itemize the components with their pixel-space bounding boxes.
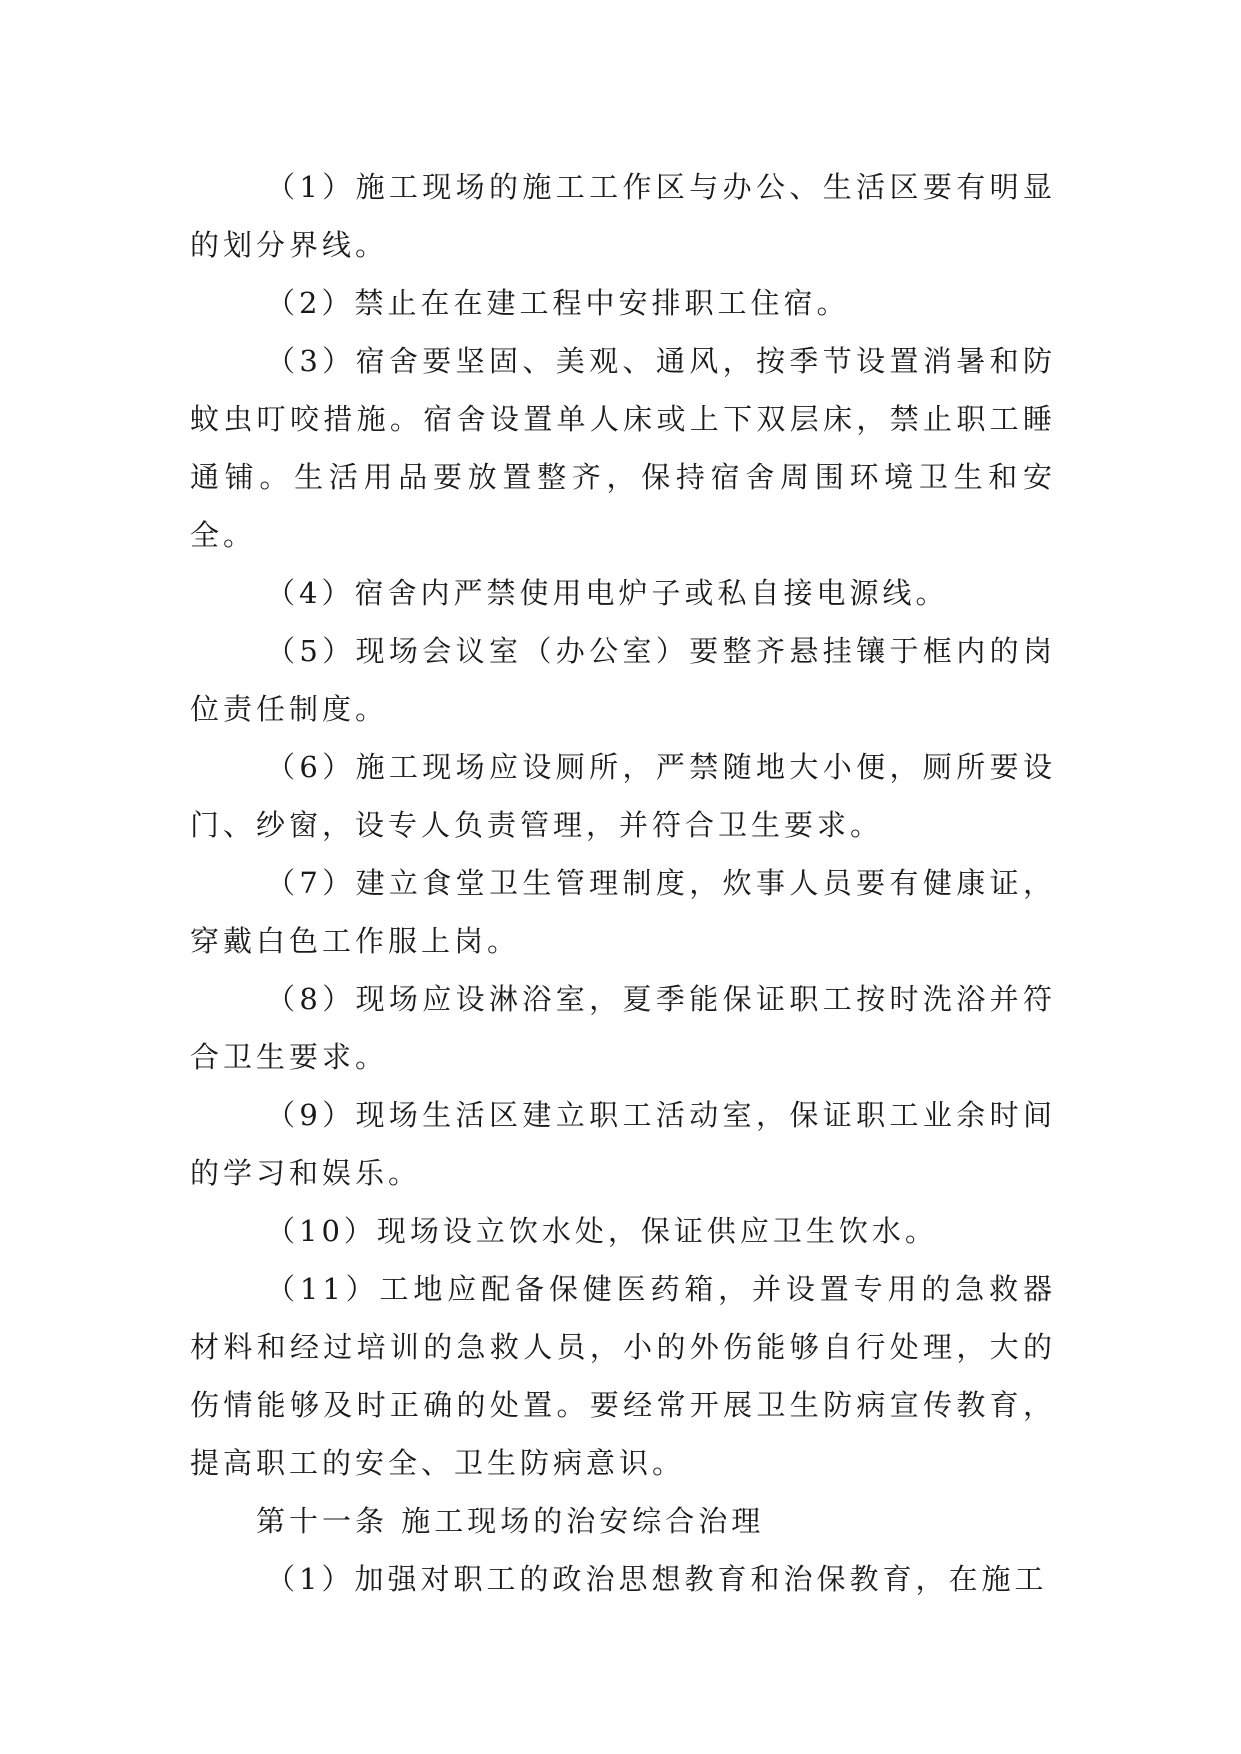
paragraph-item-2: （2）禁止在在建工程中安排职工住宿。 [266, 286, 850, 320]
paragraph-item-10: （10）现场设立饮水处，保证供应卫生饮水。 [266, 1214, 938, 1248]
section-heading: 第十一条 施工现场的治安综合治理 [256, 1504, 765, 1538]
document-body [190, 158, 1056, 1608]
paragraph-item-4: （4）宿舍内严禁使用电炉子或私自接电源线。 [266, 576, 949, 610]
paragraph-item-9: （9）现场生活区建立职工活动室，保证职工业余时间的学习和娱乐。 [190, 1098, 1056, 1190]
paragraph-item-5: （5）现场会议室（办公室）要整齐悬挂镶于框内的岗位责任制度。 [190, 634, 1056, 726]
paragraph-item-7: （7）建立食堂卫生管理制度，炊事人员要有健康证，穿戴白色工作服上岗。 [190, 866, 1056, 958]
paragraph-item-last: （1）加强对职工的政治思想教育和治保教育，在施工 [266, 1562, 1048, 1596]
paragraph-item-8: （8）现场应设淋浴室，夏季能保证职工按时洗浴并符合卫生要求。 [190, 982, 1056, 1074]
paragraph-item-1: （1）施工现场的施工工作区与办公、生活区要有明显的划分界线。 [190, 170, 1056, 262]
paragraph-item-3: （3）宿舍要坚固、美观、通风，按季节设置消暑和防蚊虫叮咬措施。宿舍设置单人床或上下双层床，禁止职工睡通铺。生活用品要放置整齐，保持宿舍周围环境卫生和安全。 [190, 344, 1056, 552]
paragraph-item-6: （6）施工现场应设厕所，严禁随地大小便，厕所要设门、纱窗，设专人负责管理，并符合卫生要求。 [190, 750, 1056, 842]
paragraph-item-11: （11）工地应配备保健医药箱，并设置专用的急救器材料和经过培训的急救人员，小的外伤能够自行处理，大的伤情能够及时正确的处置。要经常开展卫生防病宣传教育，提高职工的安全、卫生防病意识。 [190, 1272, 1056, 1480]
